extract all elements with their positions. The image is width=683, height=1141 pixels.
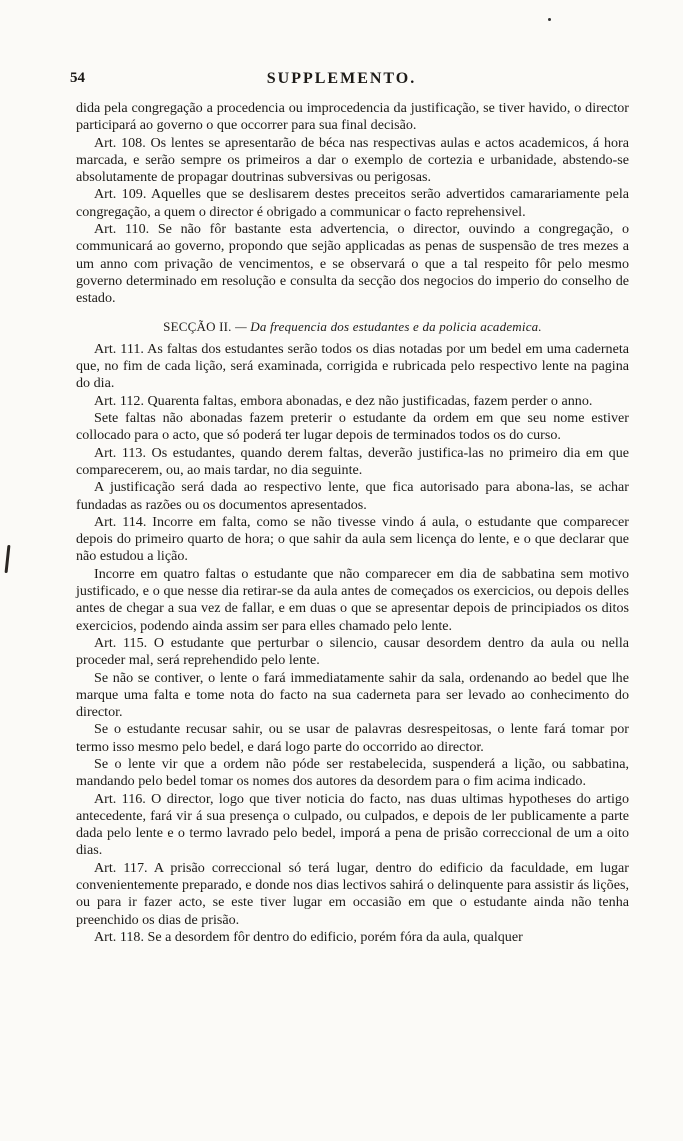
paragraph: Incorre em quatro faltas o estudante que não comparecer em dia de sabbatina sem motivo justificado, e o que nesse dia retirar-se da aula antes de começados os exercicios, ou depois delles antes de chegar a sua vez de fallar, e em duas o que se apresentar depois de principiados os ditos exercicios, podendo ainda assim ser para elles chamado pelo lente. [76, 565, 629, 634]
paragraph: Art. 117. A prisão correccional só terá lugar, dentro do edificio da faculdade, em lugar convenientemente preparado, e donde nos dias lectivos sahirá o delinquente para assistir ás lições, ou para ir fazer acto, se este tiver lugar em occasião em que o estudante ainda não tenha preenchido os dias de prisão. [76, 859, 629, 928]
page-number: 54 [70, 70, 85, 86]
paragraph: Se o lente vir que a ordem não póde ser restabelecida, suspenderá a lição, ou sabbatina, mandando pelo bedel tomar os nomes dos autores da desordem para o fim acima indicado. [76, 755, 629, 790]
running-head: SUPPLEMENTO. [266, 70, 417, 87]
paragraph: Art. 111. As faltas dos estudantes serão todos os dias notadas por um bedel em uma caderneta que, no fim de cada lição, será examinada, corrigida e rubricada pelo respectivo lente na pagina do dia. [76, 340, 629, 392]
paragraph: Art. 110. Se não fôr bastante esta advertencia, o director, ouvindo a congregação, o communicará ao governo, propondo que sejão applicadas as penas de suspensão de tres mezes a um anno com privação de vencimentos, e se observará o que a tal respeito fôr pelo mesmo governo determinado em resolução e consulta da secção dos negocios do imperio do conselho de estado. [76, 221, 629, 307]
paragraph: Art. 116. O director, logo que tiver noticia do facto, nas duas ultimas hypotheses do artigo antecedente, fará vir á sua presença o culpado, ou culpados, e depois de ler publicamente a parte dada pelo lente e o termo lavrado pelo bedel, imporá a pena de prisão correccional de um a oito dias. [76, 790, 629, 859]
ink-speck [548, 18, 551, 21]
body-text [76, 100, 629, 946]
paragraph: Art. 108. Os lentes se apresentarão de béca nas respectivas aulas e actos academicos, á hora marcada, e serão sempre os primeiros a dar o exemplo de cortezia e urbanidade, abstendo-se absolutamente de propagar doutrinas subversivas ou perigosas. [76, 134, 629, 186]
paragraph: Art. 114. Incorre em falta, como se não tivesse vindo á aula, o estudante que comparecer depois do primeiro quarto de hora; o que sahir da aula sem licença do lente, e o que declarar que não estudou a lição. [76, 513, 629, 565]
paragraph: Art. 112. Quarenta faltas, embora abonadas, e dez não justificadas, fazem perder o anno. [94, 392, 593, 409]
paragraph: Se não se contiver, o lente o fará immediatamente sahir da sala, ordenando ao bedel que lhe marque uma falta e tome nota do facto na sua caderneta para ser levado ao conhecimento do director. [76, 669, 629, 721]
paragraph: Art. 109. Aquelles que se deslisarem destes preceitos serão advertidos camarariamente pela congregação, a quem o director é obrigado a communicar o facto reprehensivel. [76, 186, 629, 220]
paragraph: Art. 115. O estudante que perturbar o silencio, causar desordem dentro da aula ou nella proceder mal, será reprehendido pelo lente. [76, 634, 629, 669]
section-title: — Da frequencia dos estudantes e da policia academica. [235, 318, 542, 334]
section-heading [76, 318, 629, 335]
paragraph: Sete faltas não abonadas fazem preterir o estudante da ordem em que seu nome estiver collocado para o acto, que só poderá ter lugar depois de terminados todos os do curso. [76, 410, 629, 444]
margin-mark [5, 545, 11, 573]
paragraph: dida pela congregação a procedencia ou improcedencia da justificação, se tiver havido, o director participará ao governo o que occorrer para sua final decisão. [76, 100, 629, 134]
section-label: SECÇÃO II. [163, 318, 232, 334]
paragraph: Art. 118. Se a desordem fôr dentro do edificio, porém fóra da aula, qualquer [94, 928, 523, 945]
paragraph: Art. 113. Os estudantes, quando derem faltas, deverão justifica-las no primeiro dia em que comparecerem, ou, ao mais tardar, no dia seguinte. [76, 444, 629, 478]
paragraph: A justificação será dada ao respectivo lente, que fica autorisado para abona-las, se achar fundadas as razões ou os documentos apresentados. [76, 479, 629, 513]
paragraph: Se o estudante recusar sahir, ou se usar de palavras desrespeitosas, o lente fará tomar por termo isso mesmo pelo bedel, e dará logo parte do occorrido ao director. [76, 721, 629, 755]
